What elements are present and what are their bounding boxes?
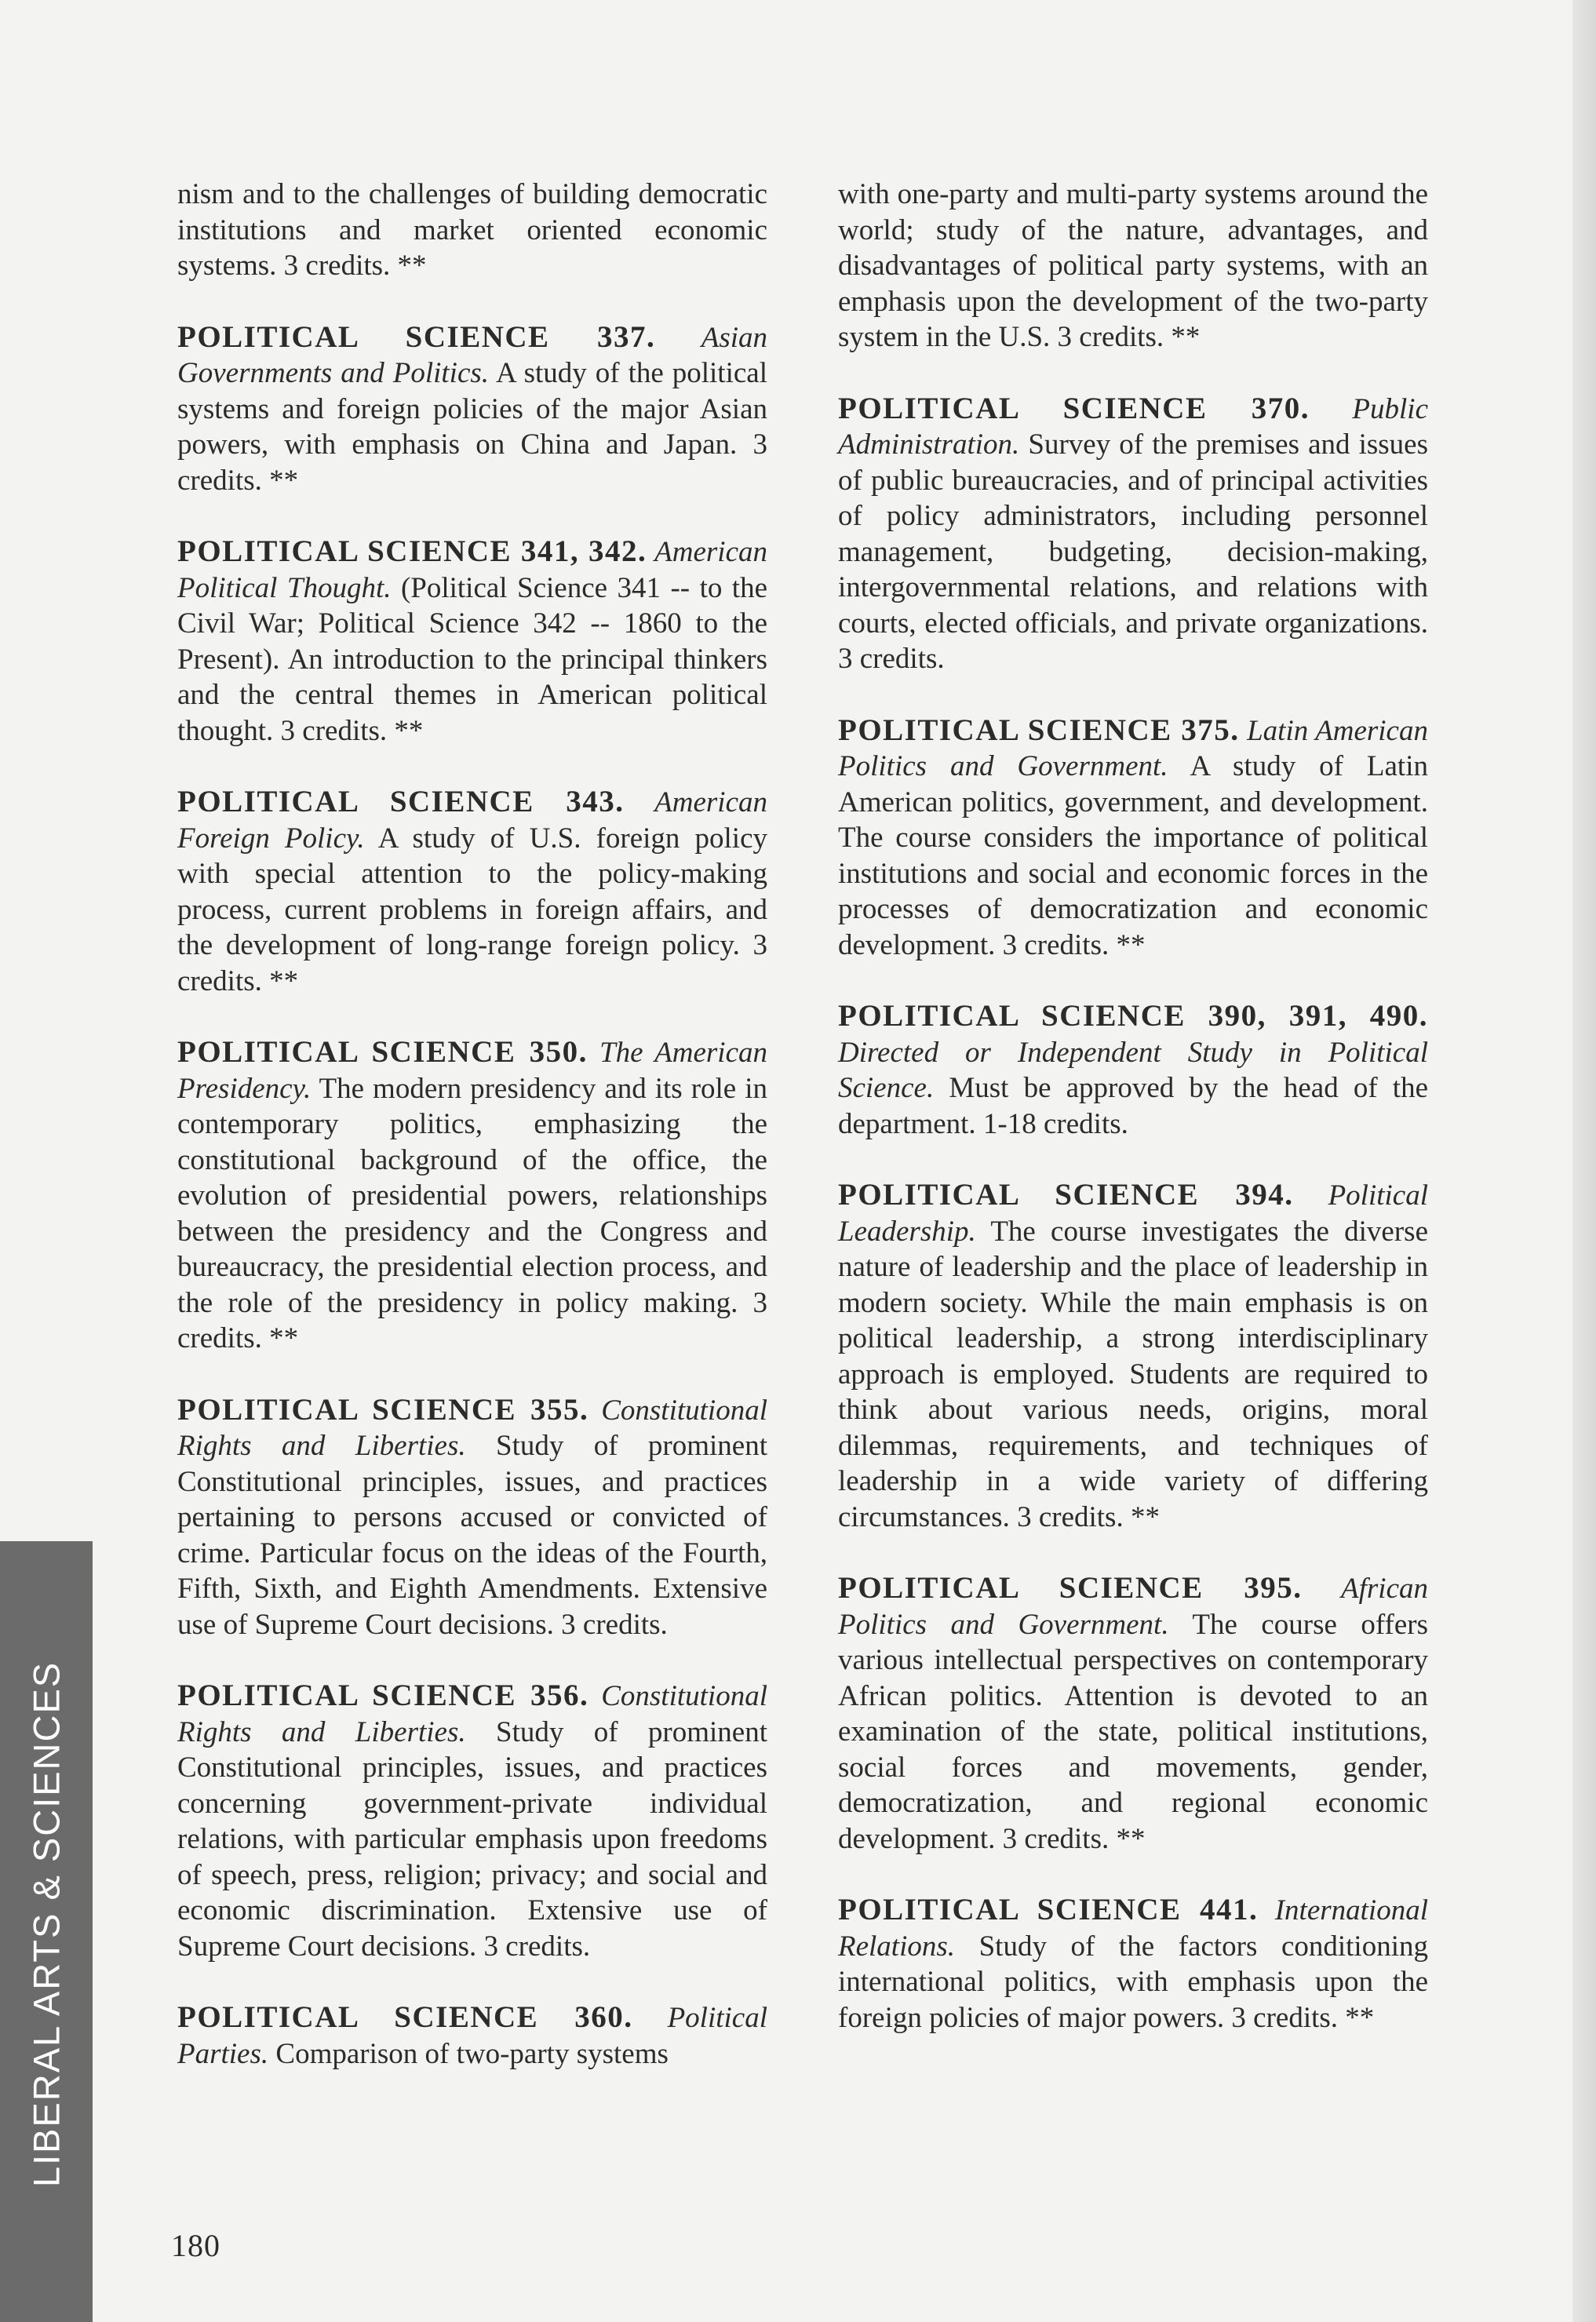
course-heading: POLITICAL SCIENCE 337. bbox=[177, 319, 656, 354]
left-column bbox=[177, 176, 767, 2107]
course-description: The course offers various intellectual perspectives on contemporary African politics. Attention is devoted to an examination of the state, political institutions, social forces and movements, gender, democratization, and regional economic development. 3 credits. ** bbox=[838, 1608, 1428, 1855]
right-column bbox=[838, 176, 1428, 2071]
course-entry bbox=[177, 1999, 767, 2072]
course-entry bbox=[838, 391, 1428, 677]
course-title: Asian Governments and Politics. bbox=[177, 321, 767, 389]
course-description: Study of prominent Constitutional principles, issues, and practices concerning government-private individual relations, with particular emphasis upon freedoms of speech, press, religion; privacy; and social and economic discrimination. Extensive use of Supreme Court decisions. 3 credits. bbox=[177, 1715, 768, 1963]
course-title: International Relations. bbox=[838, 1894, 1428, 1963]
course-title: African Politics and Government. bbox=[838, 1573, 1428, 1641]
course-description: with one-party and multi-party systems around the world; study of the nature, advantages, and disadvantages of political party systems, with an emphasis upon the development of the two-party system in the U.S. 3 credits. ** bbox=[838, 178, 1428, 353]
course-entry bbox=[838, 1177, 1428, 1535]
course-entry bbox=[838, 176, 1428, 355]
page-gutter bbox=[1572, 0, 1596, 2322]
course-heading: POLITICAL SCIENCE 350. bbox=[177, 1035, 588, 1069]
course-heading: POLITICAL SCIENCE 394. bbox=[838, 1178, 1294, 1212]
course-description: Survey of the premises and issues of public bureaucracies, and of principal activities of policy administrators, including personnel management, budgeting, decision-making, intergovernmental relations, and relations with courts, elected officials, and private organizations. 3 credits. bbox=[838, 428, 1428, 675]
course-title: Political Leadership. bbox=[838, 1179, 1428, 1248]
course-heading: POLITICAL SCIENCE 390, 391, 490. bbox=[838, 999, 1428, 1033]
course-title: Directed or Independent Study in Political Science. bbox=[838, 1036, 1428, 1104]
course-heading: POLITICAL SCIENCE 441. bbox=[838, 1893, 1259, 1926]
course-entry bbox=[177, 1392, 767, 1643]
course-title: The American Presidency. bbox=[177, 1037, 767, 1105]
section-side-tab-label: LIBERAL ARTS & SCIENCES bbox=[25, 1660, 67, 2188]
course-description: Study of the factors conditioning international politics, with emphasis upon the foreign policies of major powers. 3 credits. ** bbox=[838, 1930, 1428, 2034]
course-entry bbox=[177, 1034, 767, 1357]
course-title: American Foreign Policy. bbox=[177, 786, 767, 855]
course-title: Constitutional Rights and Liberties. bbox=[177, 1680, 767, 1748]
course-heading: POLITICAL SCIENCE 370. bbox=[838, 391, 1310, 425]
course-entry bbox=[838, 1892, 1428, 2036]
course-entry bbox=[177, 1678, 767, 1964]
course-description: Must be approved by the head of the department. 1-18 credits. bbox=[838, 1072, 1428, 1140]
course-description: The course investigates the diverse nature of leadership and the place of leadership in modern society. While the main emphasis is on political leadership, a strong interdisciplinary approach is employed. Students are required to think about various needs, origins, moral dilemmas, requirements, and techniques of leadership in a wide variety of differing circumstances. 3 credits. ** bbox=[838, 1215, 1428, 1533]
course-title: Latin American Politics and Government. bbox=[838, 714, 1428, 782]
course-entry bbox=[838, 1570, 1428, 1857]
course-entry bbox=[177, 784, 767, 999]
course-title: American Political Thought. bbox=[177, 536, 768, 604]
course-title: Public Administration. bbox=[838, 392, 1428, 461]
course-entry bbox=[838, 713, 1428, 964]
course-entry bbox=[838, 998, 1428, 1142]
course-heading: POLITICAL SCIENCE 395. bbox=[838, 1571, 1303, 1605]
course-heading: POLITICAL SCIENCE 343. bbox=[177, 785, 625, 818]
course-description: A study of U.S. foreign policy with special attention to the policy-making process, current problems in foreign affairs, and the development of long-range foreign policy. 3 credits. ** bbox=[177, 822, 767, 997]
course-description: A study of Latin American politics, government, and development. The course considers the importance of political institutions and social and economic forces in the processes of democratization and economic development. 3 credits. ** bbox=[838, 750, 1428, 961]
course-entry bbox=[177, 176, 767, 284]
course-entry bbox=[177, 534, 767, 749]
course-description: Study of prominent Constitutional principles, issues, and practices pertaining to persons accused or convicted of crime. Particular focus on the ideas of the Fourth, Fifth, Sixth, and Eighth Amendments. Extensive use of Supreme Court decisions. 3 credits. bbox=[177, 1430, 768, 1641]
course-heading: POLITICAL SCIENCE 341, 342. bbox=[177, 534, 647, 568]
course-heading: POLITICAL SCIENCE 360. bbox=[177, 2000, 633, 2034]
course-description: (Political Science 341 -- to the Civil War; Political Science 342 -- 1860 to the Present). An introduction to the principal thinkers and the central themes in American political thought. 3 credits. ** bbox=[177, 571, 767, 747]
course-description: A study of the political systems and foreign policies of the major Asian powers, with emphasis on China and Japan. 3 credits. ** bbox=[177, 357, 767, 497]
course-description: nism and to the challenges of building democratic institutions and market oriented economic systems. 3 credits. ** bbox=[177, 178, 767, 282]
course-heading: POLITICAL SCIENCE 355. bbox=[177, 1392, 589, 1427]
course-entry bbox=[177, 319, 767, 499]
course-heading: POLITICAL SCIENCE 356. bbox=[177, 1679, 589, 1712]
course-title: Political Parties. bbox=[177, 2002, 767, 2070]
page-number: 180 bbox=[171, 2228, 220, 2263]
course-title: Constitutional Rights and Liberties. bbox=[177, 1394, 767, 1462]
course-description: Comparison of two-party systems bbox=[275, 2037, 669, 2070]
course-description: The modern presidency and its role in contemporary politics, emphasizing the constitutional background of the office, the evolution of presidential powers, relationships between the presidency and the Congress and bureaucracy, the presidential election process, and the role of the presidency in policy making. 3 credits. ** bbox=[177, 1072, 767, 1354]
course-heading: POLITICAL SCIENCE 375. bbox=[838, 713, 1240, 747]
